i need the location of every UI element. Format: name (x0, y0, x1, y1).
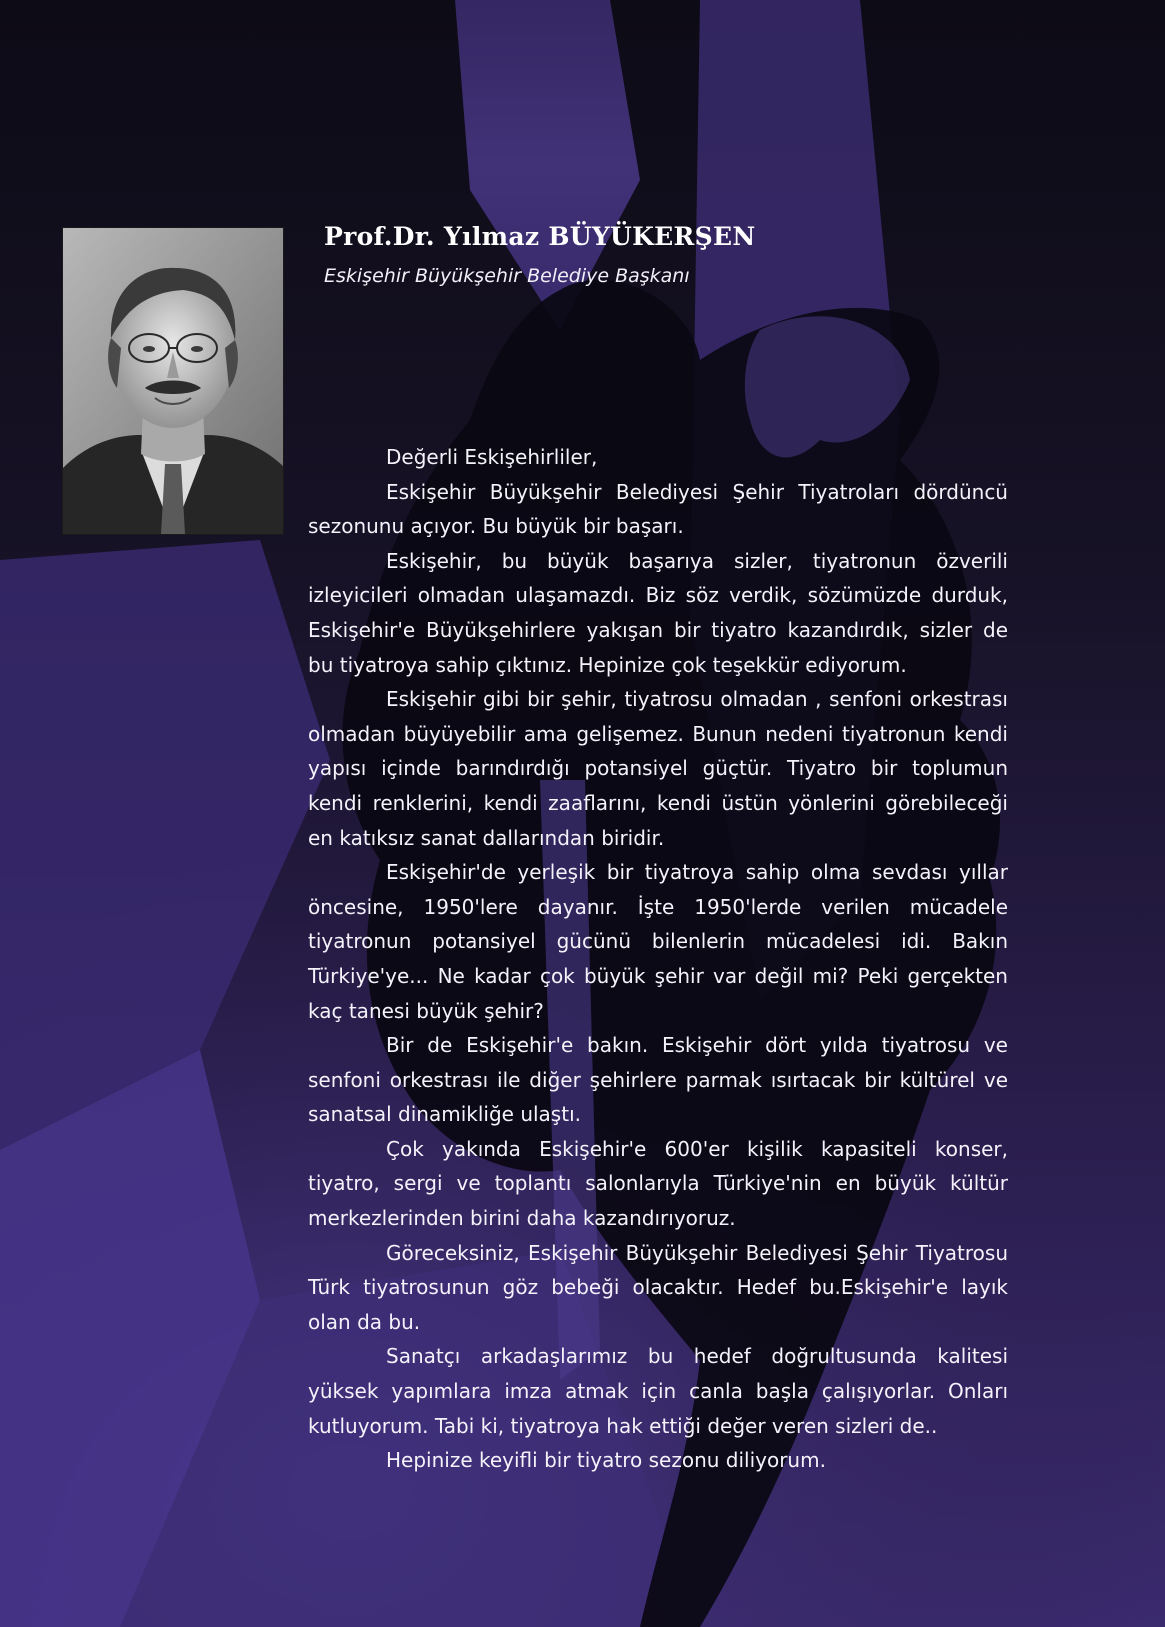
paragraph: Eskişehir'de yerleşik bir tiyatroya sahip olma sevdası yıllar öncesine, 1950'lere dayanır. İşte 1950'lerde verilen mücadele tiyatronun potansiyel gücünü bilenlerin mücadelesi idi. Bakın Türkiye'ye... Ne kadar çok büyük şehir var değil mi? Peki gerçekten kaç tanesi büyük şehir? (308, 860, 1008, 1023)
paragraph: Eskişehir gibi bir şehir, tiyatrosu olmadan , senfoni orkestrası olmadan büyüyebilir ama gelişemez. Bunun nedeni tiyatronun kendi yapısı içinde barındırdığı potansiyel güçtür. Tiyatro bir toplumun kendi renklerini, kendi zaaflarını, kendi üstün yönlerini görebileceği en katıksız sanat dallarından biridir. (308, 687, 1008, 850)
paragraph: Çok yakında Eskişehir'e 600'er kişilik kapasiteli konser, tiyatro, sergi ve toplantı salonlarıyla Türkiye'nin en büyük kültür merkezlerinden birini daha kazandırıyoruz. (308, 1136, 1008, 1231)
paragraph: Eskişehir Büyükşehir Belediyesi Şehir Tiyatroları dördüncü sezonunu açıyor. Bu büyük bir başarı. (308, 479, 1008, 539)
portrait-icon (63, 228, 283, 534)
paragraph: Bir de Eskişehir'e bakın. Eskişehir dört yılda tiyatrosu ve senfoni orkestrası ile diğer şehirlere parmak ısırtacak bir kültürel ve sanatsal dinamikliğe ulaştı. (308, 1033, 1008, 1127)
author-name: Prof.Dr. Yılmaz BÜYÜKERŞEN (324, 222, 756, 251)
paragraph: Göreceksiniz, Eskişehir Büyükşehir Belediyesi Şehir Tiyatrosu Türk tiyatrosunun göz bebeği olacaktır. Hedef bu.Eskişehir'e layık olan da bu. (308, 1240, 1008, 1334)
paragraph: Eskişehir, bu büyük başarıya sizler, tiyatronun özverili izleyicileri olmadan ulaşamazdı. Biz söz verdik, sözümüzde durduk, Eskişehir'e Büyükşehirlere yakışan bir tiyatro kazandırdık, sizler de bu tiyatroya sahip çıktınız. Hepinize çok teşekkür ediyorum. (308, 548, 1008, 677)
paragraph: Sanatçı arkadaşlarımız bu hedef doğrultusunda kalitesi yüksek yapımlara imza atmak için canla başla çalışıyorlar. Onları kutluyorum. Tabi ki, tiyatroya hak ettiği değer veren sizleri de.. (308, 1344, 1008, 1438)
salutation: Değerli Eskişehirliler, (386, 445, 598, 469)
letter-body (308, 440, 1008, 1478)
closing: Hepinize keyifli bir tiyatro sezonu diliyorum. (386, 1448, 826, 1473)
portrait-photo (62, 227, 284, 535)
author-title: Eskişehir Büyükşehir Belediye Başkanı (324, 265, 690, 287)
